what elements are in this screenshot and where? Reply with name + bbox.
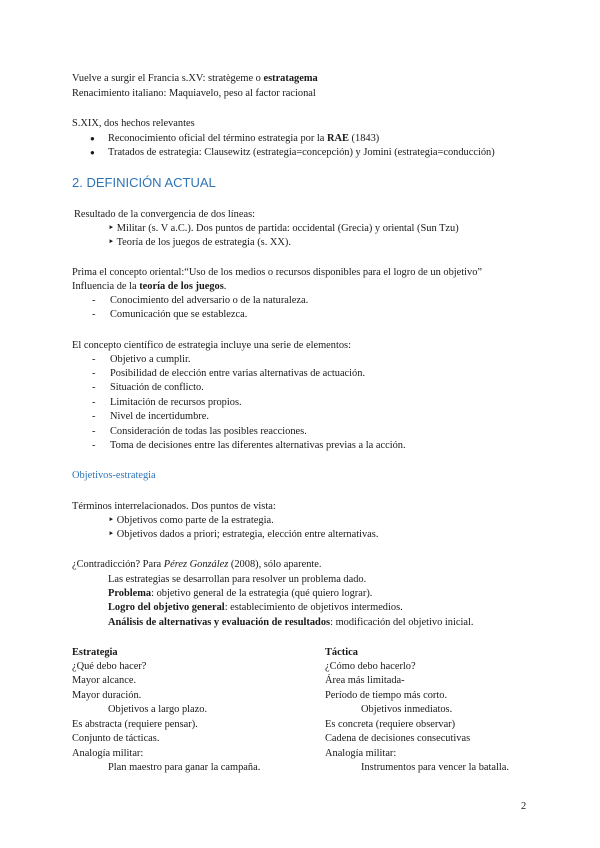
problema-line: Problema: objetivo general de la estrategia (qué quiero lograr). bbox=[108, 588, 373, 599]
author-name: Pérez González bbox=[163, 559, 229, 570]
list-item: Área más limitada- bbox=[325, 675, 405, 686]
section-2-heading: 2. DEFINICIÓN ACTUAL bbox=[72, 175, 216, 190]
sxix-bullet-1-text: Reconocimiento oficial del término estrategia por la RAE (1843) bbox=[108, 133, 380, 144]
sxix-bullet-1 bbox=[90, 132, 380, 145]
linea-militar: ‣ Militar (s. V a.C.). Dos puntos de partida: occidental (Grecia) y oriental (Sun Tzu) bbox=[108, 223, 459, 234]
dash-icon: - bbox=[92, 411, 96, 422]
intro-line-1-text: Vuelve a surgir el Francia s.XV: stratègeme o bbox=[72, 73, 264, 84]
intro-line-1 bbox=[72, 72, 318, 85]
list-item: - Consideración de todas las posibles reacciones. bbox=[92, 426, 307, 437]
list-item: - Limitación de recursos propios. bbox=[92, 397, 242, 408]
linea-juegos: ‣ Teoría de los juegos de estrategia (s. XX). bbox=[108, 237, 291, 248]
convergencia-line: Resultado de la convergencia de dos líneas: bbox=[74, 209, 256, 220]
objetivos-punto-1: ‣ Objetivos como parte de la estrategia. bbox=[108, 515, 274, 526]
influencia-dash-1: - Conocimiento del adversario o de la naturaleza. bbox=[92, 295, 309, 306]
list-item: Período de tiempo más corto. bbox=[325, 690, 448, 701]
arrow-bullet-icon: ‣ bbox=[108, 223, 115, 234]
concepto-cientifico: El concepto científico de estrategia incluye una serie de elementos: bbox=[72, 340, 351, 351]
list-item: - Toma de decisiones entre las diferentes alternativas previas a la acción. bbox=[92, 440, 406, 451]
logro-line: Logro del objetivo general: establecimiento de objetivos intermedios. bbox=[108, 602, 403, 613]
list-item: Cadena de decisiones consecutivas bbox=[325, 733, 471, 744]
sxix-bullet-2 bbox=[90, 146, 495, 159]
estratagema-term: estratagema bbox=[263, 73, 318, 84]
dash-icon: - bbox=[92, 440, 96, 451]
estrategias-line: Las estrategias se desarrollan para resolver un problema dado. bbox=[108, 574, 367, 585]
bullet-icon: ● bbox=[90, 148, 95, 157]
list-item: Es concreta (requiere observar) bbox=[325, 719, 456, 730]
list-item: Objetivos inmediatos. bbox=[361, 704, 453, 715]
analisis-term: Análisis de alternativas y evaluación de resultados bbox=[108, 617, 331, 628]
arrow-bullet-icon: ‣ bbox=[108, 529, 115, 540]
dash-icon: - bbox=[92, 397, 96, 408]
intro-line-2: Renacimiento italiano: Maquiavelo, peso al factor racional bbox=[72, 88, 316, 99]
objetivos-punto-2: ‣ Objetivos dados a priori; estrategia, elección entre alternativas. bbox=[108, 529, 379, 540]
list-item: Analogía militar: bbox=[325, 748, 397, 759]
list-item: - Posibilidad de elección entre varias alternativas de actuación. bbox=[92, 368, 366, 379]
prima-concepto: Prima el concepto oriental:“Uso de los medios o recursos disponibles para el logro de un objetivo” bbox=[72, 267, 483, 278]
analisis-line: Análisis de alternativas y evaluación de resultados: modificación del objetivo inicial. bbox=[108, 617, 474, 628]
dash-icon: - bbox=[92, 354, 96, 365]
list-item: ¿Qué debo hacer? bbox=[72, 661, 147, 672]
problema-term: Problema bbox=[108, 588, 152, 599]
influencia-line: Influencia de la teoría de los juegos. bbox=[72, 281, 227, 292]
dash-icon: - bbox=[92, 295, 96, 306]
influencia-dash-2: - Comunicación que se establezca. bbox=[92, 309, 248, 320]
rae-term: RAE bbox=[327, 133, 349, 144]
list-item: Mayor alcance. bbox=[72, 675, 137, 686]
list-item: ¿Cómo debo hacerlo? bbox=[325, 661, 416, 672]
list-item: - Situación de conflicto. bbox=[92, 382, 204, 393]
terminos-line: Términos interrelacionados. Dos puntos de vista: bbox=[72, 501, 276, 512]
objetivos-estrategia-subheading: Objetivos-estrategia bbox=[72, 470, 156, 481]
list-item: Analogía militar: bbox=[72, 748, 144, 759]
logro-term: Logro del objetivo general bbox=[108, 602, 225, 613]
sxix-title: S.XIX, dos hechos relevantes bbox=[72, 118, 195, 129]
list-item: Conjunto de tácticas. bbox=[72, 733, 160, 744]
list-item: Instrumentos para vencer la batalla. bbox=[361, 762, 510, 773]
tactica-column-title: Táctica bbox=[325, 647, 358, 658]
bullet-icon: ● bbox=[90, 134, 95, 143]
arrow-bullet-icon: ‣ bbox=[108, 237, 115, 248]
list-item: - Objetivo a cumplir. bbox=[92, 354, 191, 365]
estrategia-column-title: Estrategia bbox=[72, 647, 118, 658]
list-item: Objetivos a largo plazo. bbox=[108, 704, 208, 715]
teoria-juegos-term: teoría de los juegos bbox=[139, 281, 224, 292]
dash-icon: - bbox=[92, 382, 96, 393]
list-item: Plan maestro para ganar la campaña. bbox=[108, 762, 261, 773]
list-item: - Nivel de incertidumbre. bbox=[92, 411, 209, 422]
list-item: Mayor duración. bbox=[72, 690, 142, 701]
arrow-bullet-icon: ‣ bbox=[108, 515, 115, 526]
dash-icon: - bbox=[92, 309, 96, 320]
dash-icon: - bbox=[92, 426, 96, 437]
dash-icon: - bbox=[92, 368, 96, 379]
page-number: 2 bbox=[521, 801, 527, 812]
list-item: Es abstracta (requiere pensar). bbox=[72, 719, 198, 730]
sxix-bullet-2-text: Tratados de estrategia: Clausewitz (estrategia=concepción) y Jomini (estrategia=conducción) bbox=[108, 147, 495, 158]
contradiccion-line: ¿Contradicción? Para Pérez González (2008), sólo aparente. bbox=[72, 559, 322, 570]
